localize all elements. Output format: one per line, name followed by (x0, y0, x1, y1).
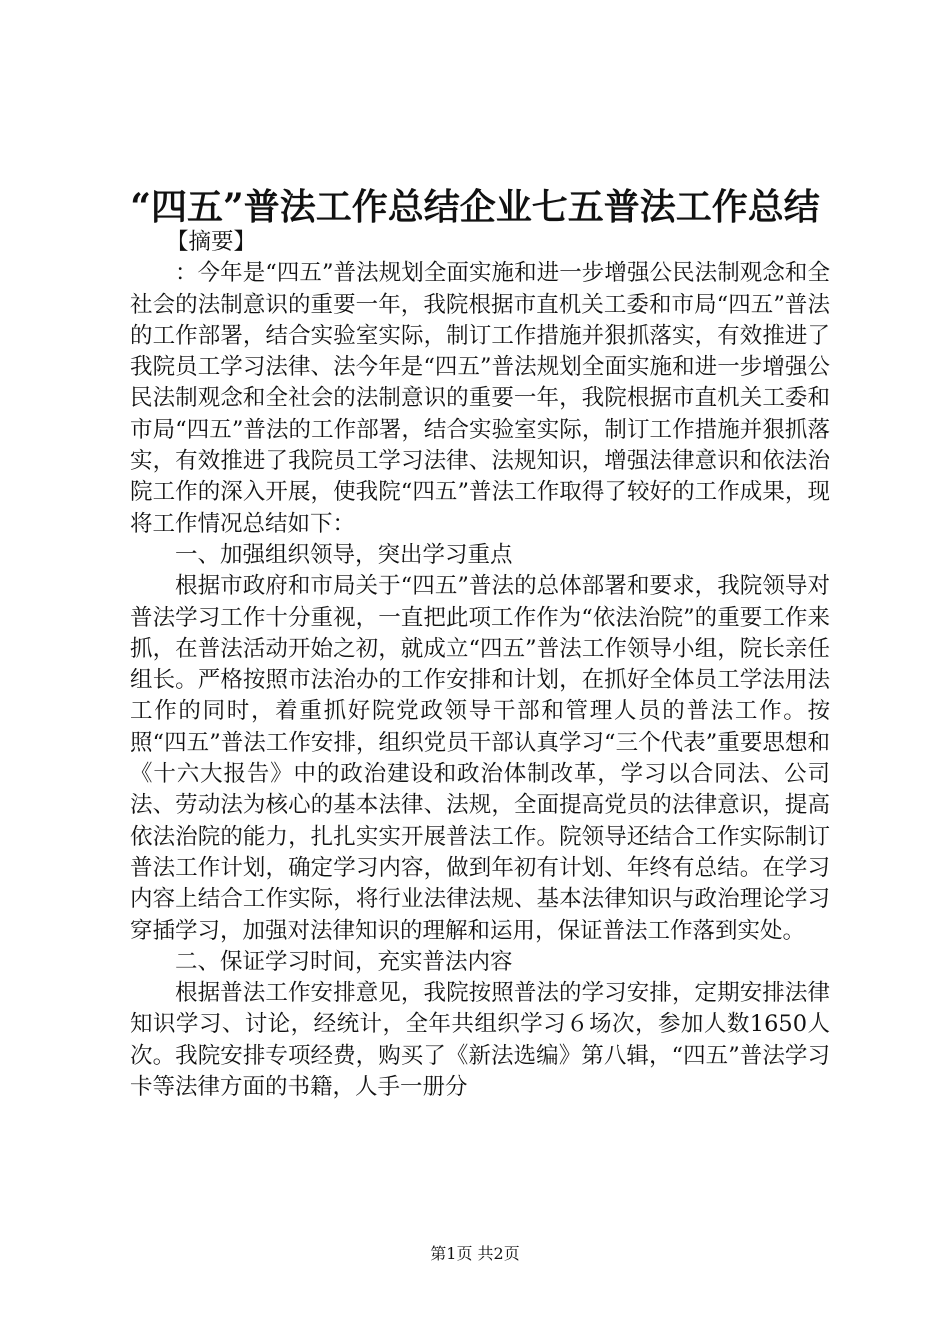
abstract-label: 【摘要】 (166, 229, 257, 255)
document-body (130, 227, 830, 1103)
section-heading-2: 二、保证学习时间，充实普法内容 (175, 948, 513, 975)
section-paragraph-2: 根据普法工作安排意见，我院按照普法的学习安排，定期安排法律知识学习、讨论，经统计，全年共组织学习６场次，参加人数1650人次。我院安排专项经费，购买了《新法选编》第八辑，“四五”普法学习卡等法律方面的书籍，人手一册分 (130, 980, 830, 1101)
page-footer: 第1页 共2页 (430, 1244, 520, 1263)
document-title: “四五”普法工作总结企业七五普法工作总结 (130, 186, 820, 228)
section-paragraph-1: 根据市政府和市局关于“四五”普法的总体部署和要求，我院领导对普法学习工作十分重视，一直把此项工作作为“依法治院”的重要工作来抓，在普法活动开始之初，就成立“四五”普法工作领导小组，院长亲任组长。严格按照市法治办的工作安排和计划，在抓好全体员工学法用法工作的同时，着重抓好院党政领导干部和管理人员的普法工作。按照“四五”普法工作安排，组织党员干部认真学习“三个代表”重要思想和《十六大报告》中的政治建设和政治体制改革，学习以合同法、公司法、劳动法为核心的基本法律、法规，全面提高党员的法律意识，提高依法治院的能力，扎扎实实开展普法工作。院领导还结合工作实际制订普法工作计划，确定学习内容，做到年初有计划、年终有总结。在学习内容上结合工作实际，将行业法律法规、基本法律知识与政治理论学习穿插学习，加强对法律知识的理解和运用，保证普法工作落到实处。 (130, 573, 830, 944)
abstract-paragraph: ：今年是“四五”普法规划全面实施和进一步增强公民法制观念和全社会的法制意识的重要一年，我院根据市直机关工委和市局“四五”普法的工作部署，结合实验室实际，制订工作措施并狠抓落实，有效推进了我院员工学习法律、法今年是“四五”普法规划全面实施和进一步增强公民法制观念和全社会的法制意识的重要一年，我院根据市直机关工委和市局“四五”普法的工作部署，结合实验室实际，制订工作措施并狠抓落实，有效推进了我院员工学习法律、法规知识，增强法律意识和依法治院工作的深入开展，使我院“四五”普法工作取得了较好的工作成果，现将工作情况总结如下： (130, 260, 830, 537)
section-heading-1: 一、加强组织领导，突出学习重点 (175, 541, 513, 568)
